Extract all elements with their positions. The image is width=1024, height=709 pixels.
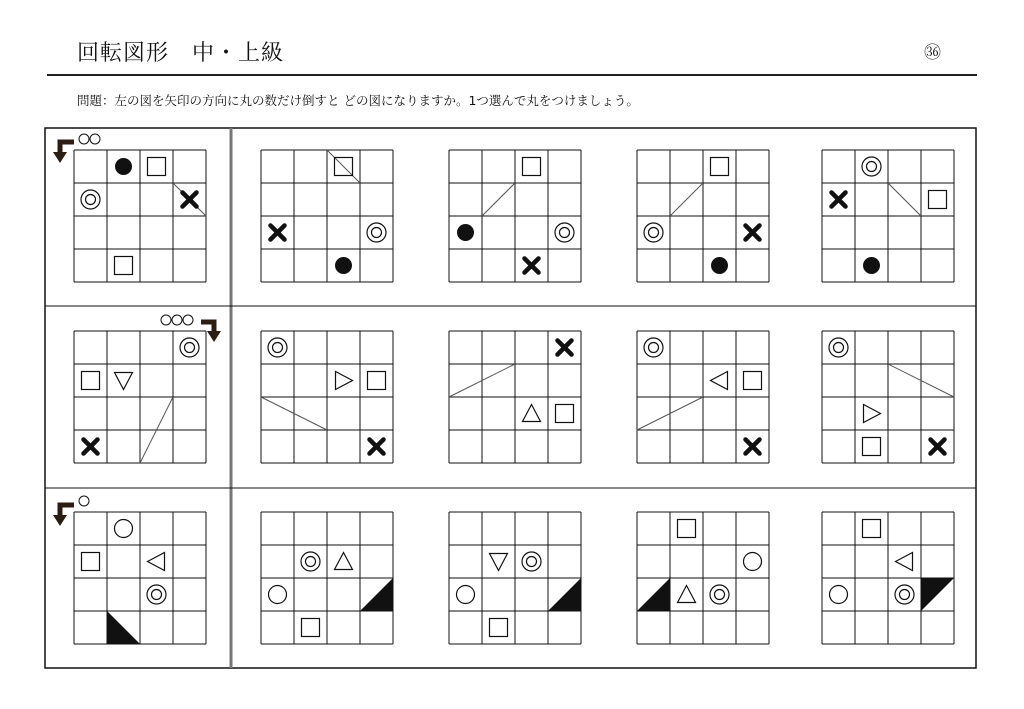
triangle-left-symbol: [711, 372, 728, 390]
circle-symbol: [457, 586, 475, 604]
answer-choice-grid: [449, 512, 581, 644]
answer-choice-grid: [261, 512, 393, 644]
dot-symbol: [457, 224, 474, 241]
count-circle: [172, 315, 182, 325]
double-circle-symbol: [367, 223, 386, 242]
double-circle-symbol: [81, 190, 100, 209]
diagonal-line: [888, 183, 921, 216]
square-symbol: [302, 619, 320, 637]
double-circle-symbol: [555, 223, 574, 242]
answer-choice-grid: [637, 150, 769, 282]
answer-choice-grid: [261, 331, 393, 463]
answer-choice-grid: [637, 512, 769, 644]
square-symbol: [368, 372, 386, 390]
square-symbol: [490, 619, 508, 637]
cross-symbol: [832, 193, 846, 207]
double-circle-symbol: [862, 157, 881, 176]
rotation-arrow-icon: [53, 496, 89, 526]
answer-choice-grid: [449, 150, 581, 282]
answer-choice-grid: [822, 150, 954, 282]
filled-triangle: [107, 611, 140, 644]
page-title: 回転図形 中・上級: [77, 41, 285, 66]
triangle-up-symbol: [523, 405, 541, 422]
square-symbol: [863, 520, 881, 538]
filled-triangle: [637, 578, 670, 611]
square-symbol: [678, 520, 696, 538]
square-symbol: [863, 438, 881, 456]
answer-choice-grid: [822, 331, 954, 463]
double-circle-symbol: [268, 338, 287, 357]
double-circle-symbol: [644, 338, 663, 357]
square-symbol: [744, 372, 762, 390]
dot-symbol: [115, 158, 132, 175]
square-symbol: [82, 553, 100, 571]
answer-choice-grid: [637, 331, 769, 463]
diagonal-line: [327, 150, 360, 183]
square-symbol: [523, 158, 541, 176]
filled-triangle: [921, 578, 954, 611]
cross-symbol: [931, 440, 945, 454]
diagonal-line: [482, 183, 515, 216]
filled-triangle: [548, 578, 581, 611]
circle-symbol: [744, 553, 762, 571]
double-circle-symbol: [644, 223, 663, 242]
triangle-right-symbol: [336, 372, 353, 390]
square-symbol: [82, 372, 100, 390]
double-circle-symbol: [180, 338, 199, 357]
double-circle-symbol: [147, 585, 166, 604]
filled-triangle: [360, 578, 393, 611]
triangle-left-symbol: [896, 553, 913, 571]
triangle-down-symbol: [115, 373, 133, 390]
dot-symbol: [335, 257, 352, 274]
circle-symbol: [830, 586, 848, 604]
page-number: ㊱: [924, 43, 941, 63]
question-grid: [74, 150, 206, 282]
cross-symbol: [746, 440, 760, 454]
answer-choice-grid: [822, 512, 954, 644]
double-circle-symbol: [301, 552, 320, 571]
circle-symbol: [269, 586, 287, 604]
double-circle-symbol: [522, 552, 541, 571]
count-circle: [79, 134, 89, 144]
question-text: 問題：左の図を矢印の方向に丸の数だけ倒すと どの図になりますか。1つ選んで丸をつけましょう。: [77, 93, 639, 108]
cross-symbol: [183, 193, 197, 207]
rotation-arrow-icon: [53, 134, 100, 163]
triangle-right-symbol: [864, 405, 881, 423]
answer-choice-grid: [261, 150, 393, 282]
triangle-up-symbol: [335, 553, 353, 570]
answer-choice-grid: [449, 331, 581, 463]
cross-symbol: [525, 259, 539, 273]
double-circle-symbol: [710, 585, 729, 604]
cross-symbol: [558, 341, 572, 355]
double-circle-symbol: [829, 338, 848, 357]
cross-symbol: [746, 226, 760, 240]
circle-symbol: [115, 520, 133, 538]
square-symbol: [556, 405, 574, 423]
square-symbol: [711, 158, 729, 176]
count-circle: [161, 315, 171, 325]
dot-symbol: [863, 257, 880, 274]
cross-symbol: [271, 226, 285, 240]
double-circle-symbol: [895, 585, 914, 604]
question-grid: [74, 331, 206, 463]
triangle-down-symbol: [490, 554, 508, 571]
square-symbol: [929, 191, 947, 209]
cross-symbol: [370, 440, 384, 454]
count-circle: [79, 496, 89, 506]
cross-symbol: [84, 440, 98, 454]
outer-frame: [45, 128, 976, 668]
triangle-up-symbol: [678, 586, 696, 603]
count-circle: [183, 315, 193, 325]
diagonal-line: [670, 183, 703, 216]
square-symbol: [148, 158, 166, 176]
square-symbol: [115, 257, 133, 275]
triangle-left-symbol: [148, 553, 165, 571]
count-circle: [90, 134, 100, 144]
dot-symbol: [711, 257, 728, 274]
question-grid: [74, 512, 206, 644]
